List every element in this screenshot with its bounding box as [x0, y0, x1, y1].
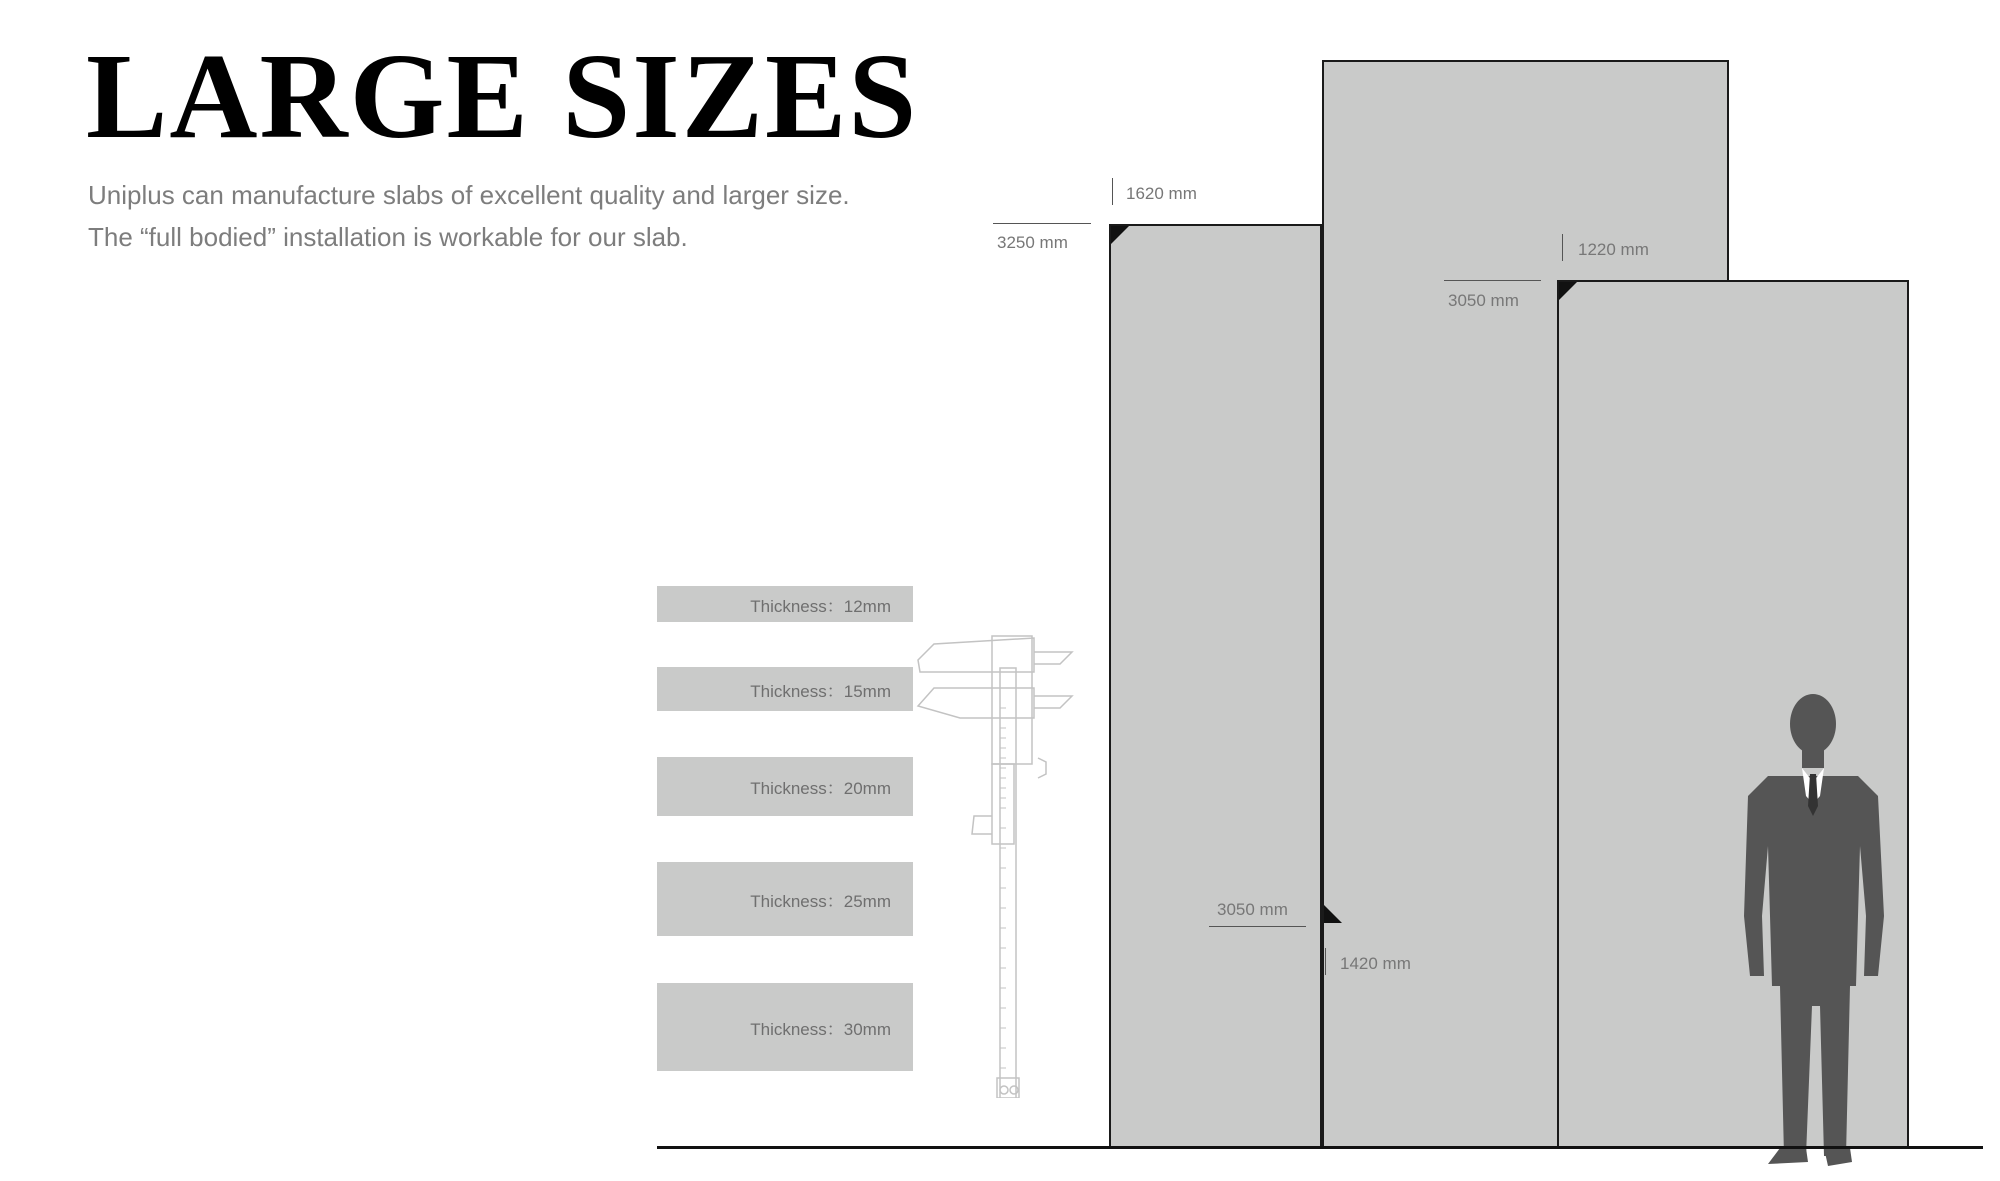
slab-3-width-label: 1220 mm [1578, 240, 1649, 259]
thickness-bar-25mm: Thickness：25mm [657, 862, 913, 936]
corner-marker-slab-1220 [1559, 282, 1577, 300]
dimension-line-1620 [1112, 178, 1113, 205]
vernier-caliper-icon [900, 628, 1080, 1098]
corner-marker-slab-1420 [1324, 905, 1342, 923]
thickness-bar-15mm: Thickness：15mm [657, 667, 913, 711]
dimension-line-3050-left [1209, 926, 1306, 927]
slab-1-height-label: 3250 mm [997, 233, 1068, 252]
ground-line [657, 1146, 1983, 1149]
dimension-line-3050-right [1444, 280, 1541, 281]
page-title: LARGE SIZES [86, 29, 919, 164]
slab-2-width-label: 1420 mm [1340, 954, 1411, 973]
corner-marker-slab-1620 [1111, 226, 1129, 244]
thickness-bar-30mm: Thickness：30mm [657, 983, 913, 1071]
dimension-line-1220 [1562, 234, 1563, 261]
slab-1-width-label: 1620 mm [1126, 184, 1197, 203]
slab-1620 [1109, 224, 1322, 1148]
subtitle-line-2: The “full bodied” installation is workable for our slab. [88, 222, 688, 252]
thickness-bar-12mm: Thickness：12mm [657, 586, 913, 622]
thickness-bar-20mm: Thickness：20mm [657, 757, 913, 816]
slab-3-height-label: 3050 mm [1448, 291, 1519, 310]
dimension-line-3250 [993, 223, 1091, 224]
person-silhouette-icon [1728, 686, 1898, 1166]
slab-2-height-label: 3050 mm [1217, 900, 1288, 919]
subtitle-line-1: Uniplus can manufacture slabs of excellent quality and larger size. [88, 180, 850, 210]
dimension-line-1420 [1325, 948, 1326, 975]
